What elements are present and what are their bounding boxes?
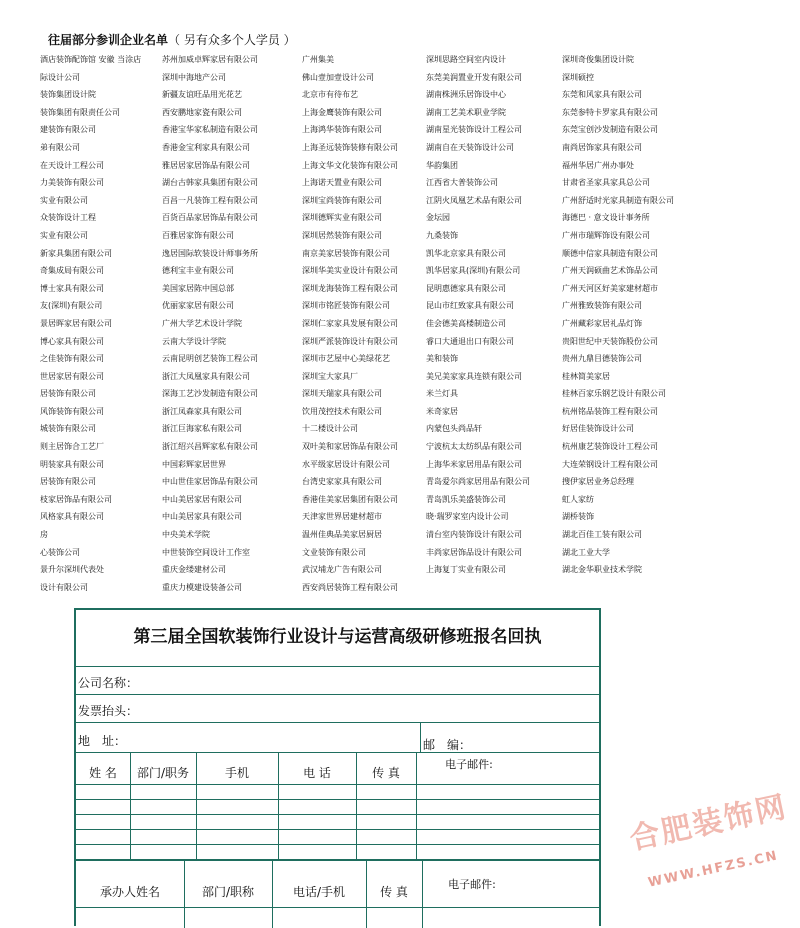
company-name: 风格家具有限公司 <box>40 512 104 522</box>
company-name: 大连荣钢设计工程有限公司 <box>562 459 658 469</box>
company-name: 深圳天瑞家具有限公司 <box>302 389 382 399</box>
divider <box>76 722 599 723</box>
company-name: 在天设计工程公司 <box>40 160 104 170</box>
contact-phone-header: 电话/手机 <box>292 885 346 899</box>
company-name: 深圳仁家家具发展有限公司 <box>302 318 398 328</box>
col-phone-header: 电 话 <box>303 766 331 780</box>
company-name: 优丽家家居有限公司 <box>162 301 234 311</box>
invoice-title-label: 发票抬头： <box>78 704 139 718</box>
company-name: 广州大学艺术设计学院 <box>162 318 242 328</box>
divider <box>76 694 599 695</box>
company-name: 甘肃省圣家具家具总公司 <box>562 178 650 188</box>
company-name: 博心家具有限公司 <box>40 336 104 346</box>
company-name: 弟有限公司 <box>40 142 80 152</box>
company-name: 新疆友谊旺品用光花艺 <box>162 90 242 100</box>
contact-fax-header: 传 真 <box>380 885 408 899</box>
company-name: 深圳宝大家具厂 <box>302 371 358 381</box>
company-name: 青岛凯乐美盛装饰公司 <box>426 494 506 504</box>
company-name: 居装饰有限公司 <box>40 389 96 399</box>
company-name: 杭州康艺装饰设计工程公司 <box>562 442 658 452</box>
company-name: 深圳思路空间室内设计 <box>426 55 506 64</box>
company-name: 武汉埔龙广告有限公司 <box>302 565 382 575</box>
postcode-label: 邮 编： <box>423 738 472 752</box>
company-name: 米奇家居 <box>426 406 458 416</box>
company-name: 上海文华文化装饰有限公司 <box>302 160 398 170</box>
watermark-brand: 合肥装饰网 <box>626 789 791 858</box>
company-name: 桂林百家乐钢艺设计有限公司 <box>562 389 666 399</box>
divider <box>76 829 599 830</box>
company-name: 贵州九鼎目德装饰公司 <box>562 354 642 364</box>
company-name: 深圳市铭匠装饰有限公司 <box>302 301 390 311</box>
col-department-header: 部门/职务 <box>136 766 190 780</box>
company-name: 湖南株洲乐居饰设中心 <box>426 90 506 100</box>
company-name <box>426 579 562 597</box>
divider <box>76 907 599 908</box>
company-name: 房 <box>40 530 48 540</box>
company-name: 景居晖家居有限公司 <box>40 318 112 328</box>
company-name: 佳会德美高楼制造公司 <box>426 318 506 328</box>
company-name: 云南大学设计学院 <box>162 336 226 346</box>
company-name: 西安尚居装饰工程有限公司 <box>302 582 398 592</box>
company-name: 世居家居有限公司 <box>40 371 104 381</box>
company-name: 中央美术学院 <box>162 530 210 540</box>
company-name: 温州佳典品美家居厨居 <box>302 530 382 540</box>
company-name: 丰尚家居饰品设计有限公司 <box>426 547 522 557</box>
company-name: 广州市瑞辉饰设有限公司 <box>562 230 650 240</box>
company-name: 美和装饰 <box>426 354 458 364</box>
company-name: 香港佳美家居集团有限公司 <box>302 494 398 504</box>
company-name: 宁波杭太太纺织品有限公司 <box>426 442 522 452</box>
company-name: 百货百品家居饰品有限公司 <box>162 213 258 223</box>
company-name: 金坛园 <box>426 213 450 223</box>
company-name: 湖北百佳工装有限公司 <box>562 530 642 540</box>
company-name: 友(深圳)有限公司 <box>40 301 103 311</box>
company-name: 广州集美 <box>302 55 334 64</box>
contact-name-header: 承办人姓名 <box>99 885 160 899</box>
company-name: 东莞参特卡罗家具有限公司 <box>562 107 658 117</box>
company-name: 凯华北京家具有限公司 <box>426 248 506 258</box>
company-name: 深圳华美实业设计有限公司 <box>302 266 398 276</box>
company-name: 南尚居饰家具有限公司 <box>562 142 642 152</box>
company-name: 之佳装饰有限公司 <box>40 354 104 364</box>
company-name: 浙江大凤凰家具有限公司 <box>162 371 250 381</box>
company-name: 湖南工艺美术职业学院 <box>426 107 506 117</box>
company-name: 香港宝华家私制造有限公司 <box>162 125 258 135</box>
col-email-header: 电子邮件: <box>445 758 493 771</box>
company-name: 实业有限公司 <box>40 230 88 240</box>
company-name: 东莞美润置业开发有限公司 <box>426 72 522 82</box>
company-name: 景升尔深圳代表处 <box>40 565 104 575</box>
company-name: 深海工艺沙发制造有限公司 <box>162 389 258 399</box>
company-name: 湖北金华职业技术学院 <box>562 565 642 575</box>
company-name: 逸居国际软装设计师事务所 <box>162 248 258 258</box>
company-name: 湖南星光装饰设计工程公司 <box>426 125 522 135</box>
company-name: 中山世佳家居饰品有限公司 <box>162 477 258 487</box>
company-name: 深圳德辉实业有限公司 <box>302 213 382 223</box>
company-name: 水平级家居设计有限公司 <box>302 459 390 469</box>
company-name: 上海鸿华装饰有限公司 <box>302 125 382 135</box>
company-name: 湖台古韩家具集团有限公司 <box>162 178 258 188</box>
company-name: 华韵集团 <box>426 160 458 170</box>
company-name: 广州天润硕曲艺术饰品公司 <box>562 266 658 276</box>
company-name: 力美装饰有限公司 <box>40 178 104 188</box>
divider <box>76 859 599 861</box>
company-name: 酒店装饰配饰馆 安徽 当涂店 <box>40 55 142 64</box>
company-name: 深圳宝尚装饰有限公司 <box>302 195 382 205</box>
company-name: 双叶美和家居饰品有限公司 <box>302 442 398 452</box>
company-name: 昆山市红致家具有限公司 <box>426 301 514 311</box>
company-name: 湖南自在天装饰设计公司 <box>426 142 514 152</box>
company-name: 上海金鹰装饰有限公司 <box>302 107 382 117</box>
company-name: 浙江巨海家私有限公司 <box>162 424 242 434</box>
company-name: 香港金宝利家具有限公司 <box>162 142 250 152</box>
company-name: 十二楼设计公司 <box>302 424 358 434</box>
company-name: 中世装饰空间设计工作室 <box>162 547 250 557</box>
company-name-label: 公司名称： <box>78 676 139 690</box>
company-name: 虹人家纺 <box>562 494 594 504</box>
company-name: 明装家具有限公司 <box>40 459 104 469</box>
company-name: 桂林简美家居 <box>562 371 610 381</box>
company-name: 深圳中海地产公司 <box>162 72 226 82</box>
heading-subtitle: （ 另有众多个人学员 ） <box>168 33 296 47</box>
company-name-grid <box>40 51 800 596</box>
company-name: 上海诺天置业有限公司 <box>302 178 382 188</box>
company-name: 内蒙包头尚品轩 <box>426 424 482 434</box>
company-name: 中国彩辉家居世界 <box>162 459 226 469</box>
col-fax-header: 传 真 <box>372 766 400 780</box>
company-name: 青岛爱尔尚家居用品有限公司 <box>426 477 530 487</box>
divider <box>420 722 421 752</box>
company-name: 饮用茂控技术有限公司 <box>302 406 382 416</box>
heading-title: 往届部分参训企业名单 <box>48 33 169 47</box>
registration-form <box>74 608 601 926</box>
company-name: 上海圣远装饰装修有限公司 <box>302 142 398 152</box>
divider <box>76 844 599 845</box>
company-name: 湖桥装饰 <box>562 512 594 522</box>
company-name: 心装饰公司 <box>40 547 80 557</box>
company-name: 众装饰设计工程 <box>40 213 96 223</box>
company-name: 广州天河区好美家建材超市 <box>562 283 658 293</box>
company-name: 云南昆明创艺装饰工程公司 <box>162 354 258 364</box>
company-name: 城装饰有限公司 <box>40 424 96 434</box>
address-label: 地 址： <box>78 734 127 748</box>
company-name: 深圳市艺屋中心美绿花艺 <box>302 354 390 364</box>
company-name: 凯华居家具(深圳)有限公司 <box>426 266 521 276</box>
company-name: 上海华米家居用品有限公司 <box>426 459 522 469</box>
company-name: 百雅居家饰有限公司 <box>162 230 234 240</box>
company-name: 天津家世界居建材超市 <box>302 512 382 522</box>
company-name: 深圳居然装饰有限公司 <box>302 230 382 240</box>
company-name: 昆明惠德家具有限公司 <box>426 283 506 293</box>
company-name: 深圳硕控 <box>562 72 594 82</box>
company-name: 雅居居家居饰品有限公司 <box>162 160 250 170</box>
company-name: 贵阳世纪中天装饰股份公司 <box>562 336 658 346</box>
contact-title-header: 部门/职称 <box>201 885 255 899</box>
divider <box>422 860 423 928</box>
company-name: 米兰灯具 <box>426 389 458 399</box>
company-name: 搜伊家居业务总经理 <box>562 477 634 487</box>
company-name: 浙江绍兴昌辉家私有限公司 <box>162 442 258 452</box>
company-name: 睿口大通退出口有限公司 <box>426 336 514 346</box>
company-name: 广州雅致装饰有限公司 <box>562 301 642 311</box>
company-name: 博士家具有限公司 <box>40 283 104 293</box>
company-name: 中山美居家居有限公司 <box>162 494 242 504</box>
company-name: 九桑装饰 <box>426 230 458 240</box>
divider <box>76 666 599 667</box>
divider <box>76 799 599 800</box>
company-name: 设计有限公司 <box>40 582 88 592</box>
company-name: 广州舒适时光家具制造有限公司 <box>562 195 674 205</box>
company-name: 清台室内装饰设计有限公司 <box>426 530 522 540</box>
company-name: 深圳龙海装饰工程有限公司 <box>302 283 398 293</box>
col-name-header: 姓 名 <box>89 766 117 780</box>
company-name: 广州藏彩家居礼品灯饰 <box>562 318 642 328</box>
company-name: 实业有限公司 <box>40 195 88 205</box>
company-name: 北京市有待布艺 <box>302 90 358 100</box>
company-name: 深圳奇俊集团设计院 <box>562 55 634 64</box>
watermark-url: WWW.HFZS.CN <box>646 848 780 891</box>
company-name: 苏州加威卓辉家居有限公司 <box>162 55 258 64</box>
company-name: 德利宝丰业有限公司 <box>162 266 234 276</box>
company-name: 建装饰有限公司 <box>40 125 96 135</box>
company-name: 居装饰有限公司 <box>40 477 96 487</box>
company-name: 佛山壹加壹设计公司 <box>302 72 374 82</box>
divider <box>76 784 599 785</box>
form-title: 第三届全国软装饰行业设计与运营高级研修班报名回执 <box>133 627 542 647</box>
company-name: 装饰集团设计院 <box>40 90 96 100</box>
company-name: 东莞宝创沙发制造有限公司 <box>562 125 658 135</box>
company-name: 重庆金缕建材公司 <box>162 565 226 575</box>
company-name: 台湾史家家具有限公司 <box>302 477 382 487</box>
divider <box>76 752 599 753</box>
company-name: 东莞和风家具有限公司 <box>562 90 642 100</box>
company-name: 浙江凤森家具有限公司 <box>162 406 242 416</box>
company-name: 晓·瑞罗家室内设计公司 <box>426 512 509 522</box>
company-name: 美国家居陈中国总部 <box>162 283 234 293</box>
company-name <box>562 579 694 597</box>
company-name: 湖北工业大学 <box>562 547 610 557</box>
col-mobile-header: 手机 <box>224 766 249 780</box>
divider <box>76 814 599 815</box>
company-name: 装饰集团有限责任公司 <box>40 107 120 117</box>
company-name: 上海复丁实业有限公司 <box>426 565 506 575</box>
company-name: 文业装饰有限公司 <box>302 547 366 557</box>
company-name: 则主居饰合工艺厂 <box>40 442 104 452</box>
company-name: 风饰装饰有限公司 <box>40 406 104 416</box>
company-name: 好居佳装饰设计公司 <box>562 424 634 434</box>
participant-list-heading <box>48 31 296 48</box>
company-name: 枝家居饰品有限公司 <box>40 494 112 504</box>
company-name: 顺德中信家具制造有限公司 <box>562 248 658 258</box>
company-name: 际设计公司 <box>40 72 80 82</box>
company-name: 南京美家居装饰有限公司 <box>302 248 390 258</box>
site-watermark-logo <box>625 789 791 905</box>
contact-email-header: 电子邮件: <box>448 878 496 891</box>
company-name: 奇集成局有限公司 <box>40 266 104 276</box>
company-name: 百昌一凡装饰工程有限公司 <box>162 195 258 205</box>
company-name: 江西省大普装饰公司 <box>426 178 498 188</box>
company-name: 福州华居广州办事处 <box>562 160 634 170</box>
company-name: 新家具集团有限公司 <box>40 248 112 258</box>
company-name: 西安鹏地家瓷有限公司 <box>162 107 242 117</box>
company-name: 海德巴 · 意文设计事务所 <box>562 213 650 223</box>
company-name: 江阴火凤凰艺术品有限公司 <box>426 195 522 205</box>
company-name: 杭州铭品装饰工程有限公司 <box>562 406 658 416</box>
company-name: 美兄美家家具连锁有限公司 <box>426 371 522 381</box>
company-name: 中山美居家具有限公司 <box>162 512 242 522</box>
company-name: 重庆力模建设装备公司 <box>162 582 242 592</box>
company-name: 深圳严派装饰设计有限公司 <box>302 336 398 346</box>
